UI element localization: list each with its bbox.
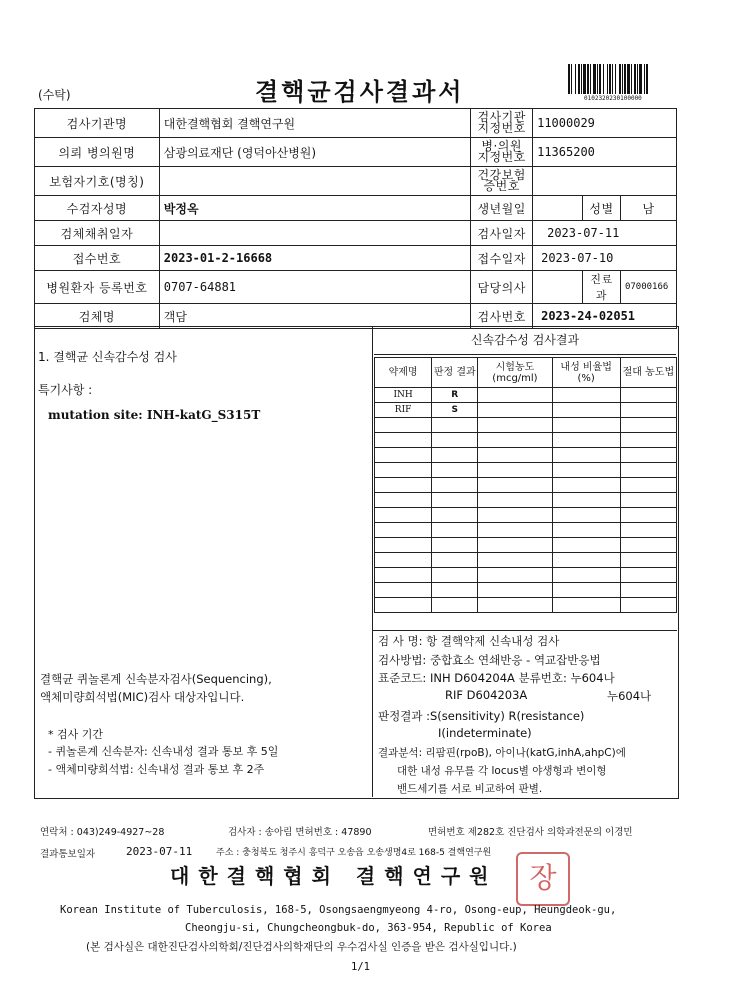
results-empty-cell [552,433,620,448]
barcode-bar [581,64,582,94]
results-empty-cell [375,583,432,598]
barcode-bar [603,64,604,94]
barcode-bar [568,64,570,94]
results-empty-cell [375,418,432,433]
results-row [375,403,677,418]
barcode-bar [624,64,626,94]
document-title: 결핵균검사결과서 [255,77,465,106]
accession-label: 접수번호 [35,246,160,271]
results-empty-cell [432,508,478,523]
results-empty-row [375,433,677,448]
test-item: 1. 결핵균 신속감수성 검사 [38,350,177,364]
results-cell: INH [375,388,432,403]
results-empty-cell [375,538,432,553]
results-empty-cell [375,463,432,478]
chart-value: 0707-64881 [159,271,470,304]
results-empty-cell [375,478,432,493]
results-empty-cell [620,418,676,433]
notice-date: 2023-07-11 [126,845,193,858]
barcode-bar [583,64,586,94]
seq-line-2: 액체미량희석법(MIC)검사 대상자입니다. [40,690,245,704]
results-empty-cell [432,418,478,433]
results-empty-cell [620,448,676,463]
period-title: * 검사 기간 [48,728,103,741]
results-empty-row [375,463,677,478]
sex-value: 남 [620,196,676,221]
results-empty-cell [432,583,478,598]
tester: 검사자 : 송아림 면허번호 : 47890 [228,827,372,838]
results-empty-cell [552,418,620,433]
test-date-label: 검사일자 [471,221,533,246]
results-empty-cell [552,463,620,478]
results-empty-cell [478,553,552,568]
results-empty-cell [620,598,676,613]
results-empty-cell [478,478,552,493]
inst-label: 검사기관명 [35,109,160,138]
doctor-label: 담당의사 [471,271,533,304]
req-no-label: 병·의원 지정번호 [471,138,533,167]
barcode-bar [612,64,613,94]
exam-no-value: 2023-24-02051 [533,304,677,329]
results-empty-cell [552,568,620,583]
results-empty-cell [375,493,432,508]
results-empty-row [375,583,677,598]
results-col-3: 내성 비율법(%) [552,358,620,388]
info-table [34,108,677,329]
barcode-bar [627,64,630,94]
results-cell [478,403,552,418]
results-empty-cell [552,493,620,508]
barcode-bar [637,64,638,94]
results-empty-cell [552,478,620,493]
results-empty-cell [620,568,676,583]
results-empty-cell [620,433,676,448]
results-empty-cell [432,523,478,538]
notes-label: 특기사항 : [38,383,93,397]
results-empty-cell [432,478,478,493]
insurer-label: 보험자기호(명칭) [35,167,160,196]
dept-label: 진료과 [583,271,621,304]
barcode-bar [644,64,645,94]
results-empty-cell [375,448,432,463]
judge-2: I(indeterminate) [438,726,532,740]
receipt-tag: (수탁) [38,88,71,102]
barcode-bar [587,64,589,94]
health-no-value [533,167,677,196]
results-cell [552,403,620,418]
barcode-bar [615,64,616,94]
barcode-bar [646,64,648,94]
period-1: - 퀴놀론계 신속분자: 신속내성 결과 통보 후 5일 [48,745,279,758]
results-empty-cell [432,598,478,613]
req-no-value: 11365200 [533,138,677,167]
results-col-2: 시험농도 (mcg/ml) [478,358,552,388]
results-empty-cell [432,553,478,568]
collect-value [159,221,470,246]
results-empty-cell [478,463,552,478]
results-empty-cell [620,523,676,538]
results-empty-row [375,553,677,568]
results-col-0: 약제명 [375,358,432,388]
official-seal [516,852,570,906]
results-empty-cell [620,478,676,493]
inst-no-value: 11000029 [533,109,677,138]
barcode-bar [597,64,598,94]
method-divider [372,630,677,631]
results-cell [620,388,676,403]
results-empty-cell [620,538,676,553]
results-empty-row [375,508,677,523]
barcode-bar [634,64,636,94]
seq-line-1: 결핵균 퀴놀론계 신속분자검사(Sequencing), [40,672,272,686]
results-empty-cell [620,553,676,568]
barcode-bar [607,64,608,94]
seal-char: 장 [529,861,557,894]
results-empty-row [375,448,677,463]
results-empty-cell [552,523,620,538]
results-empty-row [375,478,677,493]
results-empty-cell [552,538,620,553]
analysis-2: 대한 내성 유무를 각 locus별 야생형과 변이형 [397,765,607,777]
address-en-2: Cheongju-si, Chungcheongbuk-do, 363-954, Republic of Korea [185,922,552,934]
specimen-value: 객담 [159,304,470,329]
results-empty-row [375,568,677,583]
results-empty-cell [620,493,676,508]
results-empty-cell [552,598,620,613]
results-empty-row [375,538,677,553]
results-empty-cell [432,568,478,583]
accreditation: (본 검사실은 대한진단검사의학회/진단검사의학재단의 우수검사실 인증을 받은 검사실입니다.) [86,941,517,953]
accession-value: 2023-01-2-16668 [159,246,470,271]
results-empty-cell [375,523,432,538]
page-number: 1/1 [351,961,370,973]
insurer-value [159,167,470,196]
barcode [566,64,676,94]
recv-date-label: 접수일자 [471,246,533,271]
barcode-bar [590,64,591,94]
sex-label: 성별 [583,196,621,221]
org-name: 대한결핵협회 결핵연구원 [170,864,498,888]
results-empty-cell [432,433,478,448]
barcode-bar [609,64,611,94]
birth-value [533,196,583,221]
collect-label: 검체채취일자 [35,221,160,246]
specimen-label: 검체명 [35,304,160,329]
results-empty-cell [375,433,432,448]
barcode-bar [619,64,621,94]
barcode-number: 0102320230100000 [584,95,642,102]
req-label: 의뢰 병의원명 [35,138,160,167]
results-empty-cell [432,463,478,478]
barcode-bar [599,64,601,94]
results-empty-cell [478,418,552,433]
results-col-1: 판정 결과 [432,358,478,388]
method-code-2: RIF D604203A [445,688,528,702]
results-empty-cell [552,553,620,568]
results-cell [478,388,552,403]
address-kr: 주소 : 충청북도 청주시 흥덕구 오송읍 오송생명4로 168-5 결핵연구원 [216,848,492,858]
results-empty-cell [478,568,552,583]
contact: 연락처 : 043)249-4927~28 [40,827,165,838]
results-empty-cell [375,508,432,523]
method-code-2b: 누604나 [607,689,652,703]
results-cell [620,403,676,418]
inst-value: 대한결핵협회 결핵연구원 [159,109,470,138]
results-empty-cell [478,583,552,598]
divider [372,326,373,797]
results-empty-cell [620,583,676,598]
results-title: 신속감수성 검사결과 [374,327,676,355]
analysis-3: 밴드세기를 서로 비교하여 판별. [397,783,543,795]
results-empty-row [375,493,677,508]
barcode-bar [631,64,632,94]
exam-no-label: 검사번호 [471,304,533,329]
dept-value: 07000166 [620,271,676,304]
barcode-bar [575,64,576,94]
results-empty-cell [478,448,552,463]
results-cell [552,388,620,403]
results-empty-cell [478,433,552,448]
results-empty-cell [478,598,552,613]
results-empty-row [375,598,677,613]
results-empty-cell [478,508,552,523]
barcode-bar [639,64,642,94]
results-cell: R [432,388,478,403]
barcode-bar [622,64,623,94]
barcode-image [566,64,676,94]
analysis-1: 결과분석: 리팜핀(rpoB), 아이나(katG,inhA,ahpC)에 [378,747,626,759]
barcode-bar [593,64,596,94]
judge-1: 판정결과 :S(sensitivity) R(resistance) [378,709,585,723]
barcode-bar [571,64,572,94]
method-code-1: 표준코드: INH D604204A 분류번호: 누604나 [378,671,615,685]
doctor-value [533,271,583,304]
barcode-bar [578,64,580,94]
results-empty-cell [478,493,552,508]
recv-date-value: 2023-07-10 [533,246,677,271]
results-empty-cell [620,463,676,478]
results-empty-row [375,418,677,433]
results-cell: RIF [375,403,432,418]
results-empty-cell [375,598,432,613]
method-name: 검 사 명: 항 결핵약제 신속내성 검사 [378,634,560,648]
inst-no-label: 검사기관 지정번호 [471,109,533,138]
results-empty-cell [552,508,620,523]
test-date-value: 2023-07-11 [533,221,677,246]
mutation-site: mutation site: INH-katG_S315T [48,408,261,422]
birth-label: 생년월일 [471,196,533,221]
chart-label: 병원환자 등록번호 [35,271,160,304]
patient-label: 수검자성명 [35,196,160,221]
results-row [375,388,677,403]
results-col-4: 절대 농도법 [620,358,676,388]
results-empty-cell [432,538,478,553]
results-empty-row [375,523,677,538]
results-empty-cell [432,448,478,463]
notice-label: 결과통보일자 [40,849,96,860]
specialist: 면허번호 제282호 진단검사 의학과전문의 이경민 [428,827,633,838]
address-en-1: Korean Institute of Tuberculosis, 168-5, Osongsaengmyeong 4-ro, Osong-eup, Heungdeok-gu, [60,904,617,916]
results-empty-cell [375,568,432,583]
results-empty-cell [375,553,432,568]
health-no-label: 건강보험 증번호 [471,167,533,196]
results-empty-cell [552,583,620,598]
period-2: - 액체미량희석법: 신속내성 결과 통보 후 2주 [48,763,265,776]
results-empty-cell [552,448,620,463]
results-empty-cell [620,508,676,523]
method-method: 검사방법: 중합효소 연쇄반응 - 역교잡반응법 [378,653,601,667]
results-table [374,357,677,613]
results-cell: S [432,403,478,418]
req-value: 삼광의료재단 (영덕아산병원) [159,138,470,167]
results-empty-cell [478,538,552,553]
results-empty-cell [478,523,552,538]
results-empty-cell [432,493,478,508]
patient-value: 박정옥 [159,196,470,221]
